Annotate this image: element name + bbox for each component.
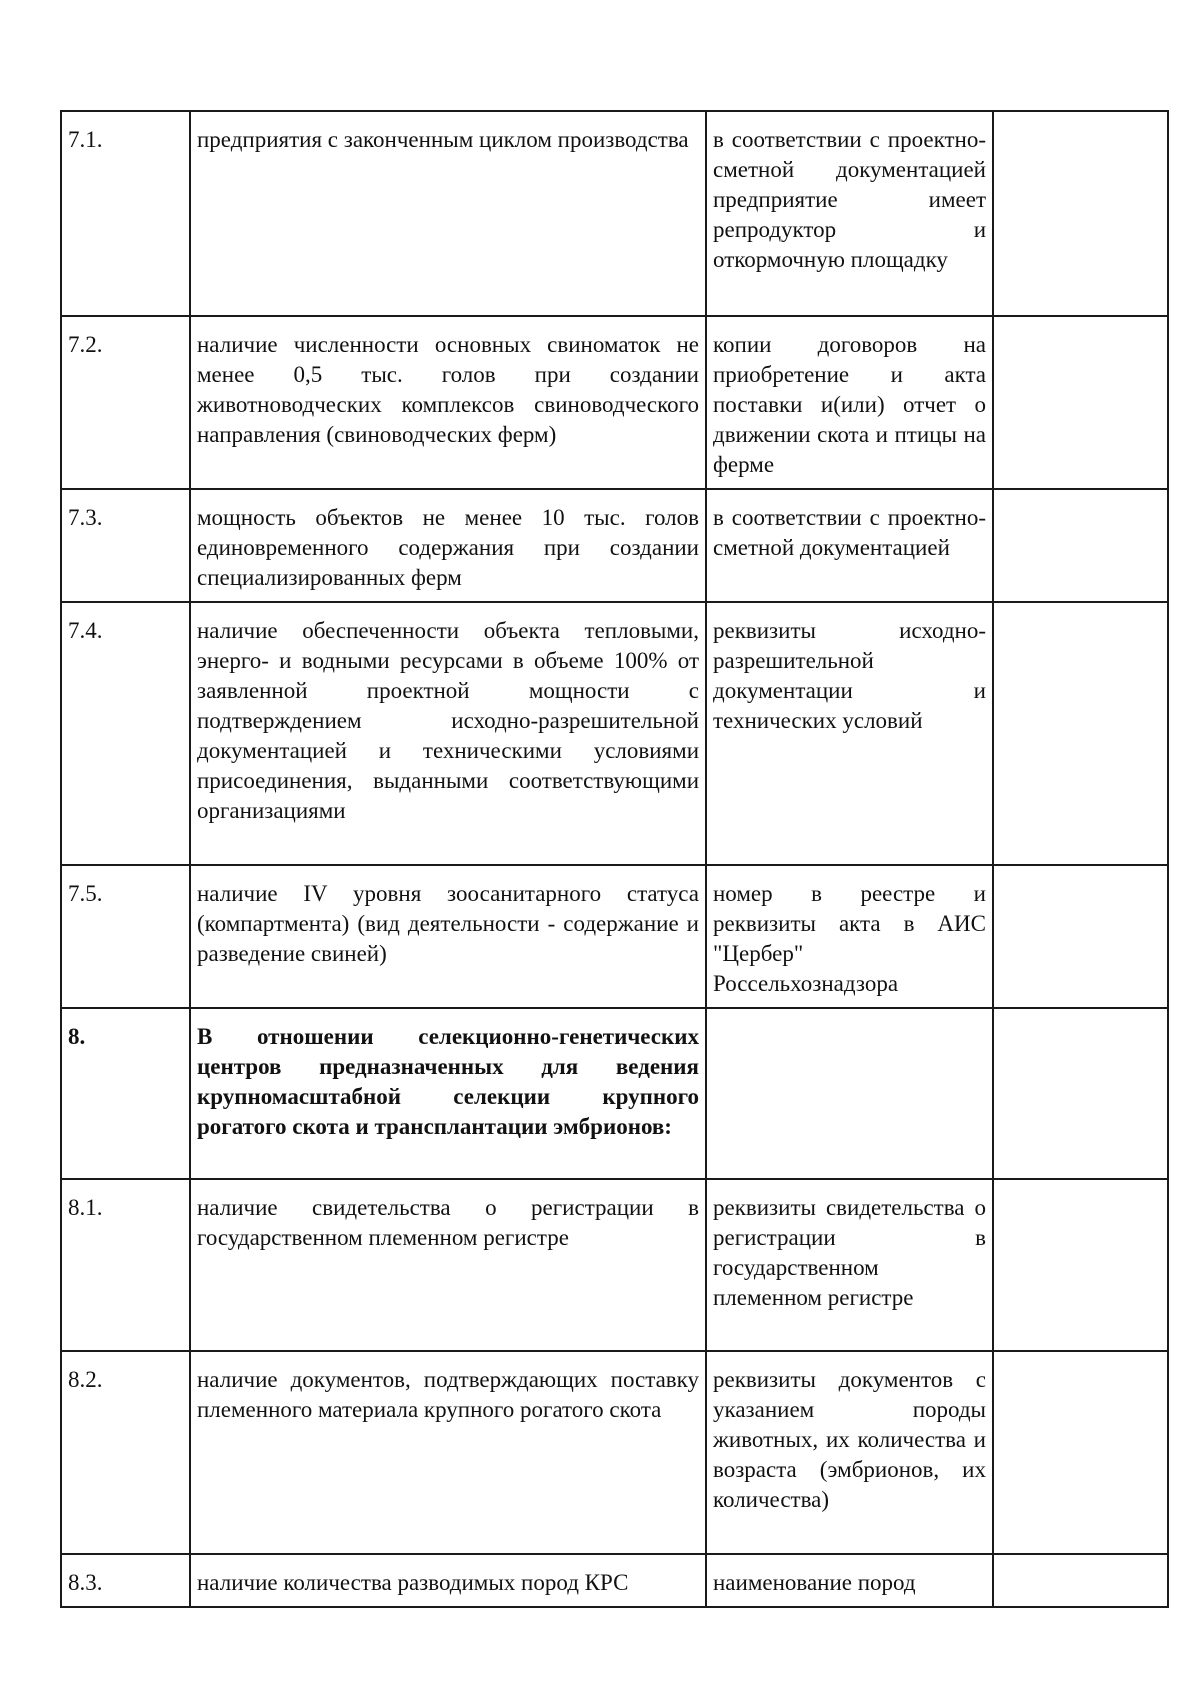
- requirement-text: наличие документов, подтверждающих поставку племенного материала крупного рогатого скота: [190, 1351, 706, 1554]
- section-title: В отношении селекционно-генетических центров предназначенных для ведения крупномасштабной селекции крупного рогатого скота и трансплантации эмбрионов:: [190, 1008, 706, 1179]
- row-number: 7.5.: [61, 865, 190, 1008]
- empty-cell: [993, 865, 1168, 1008]
- supporting-documents: [706, 1008, 993, 1179]
- table-row: [61, 602, 1168, 865]
- supporting-documents: реквизиты свидетельства о регистрации в государственном племенном регистре: [706, 1179, 993, 1351]
- row-number: 7.3.: [61, 489, 190, 602]
- row-number: 8.1.: [61, 1179, 190, 1351]
- supporting-documents: номер в реестре и реквизиты акта в АИС "Цербер" Россельхознадзора: [706, 865, 993, 1008]
- empty-cell: [993, 111, 1168, 316]
- table-row: [61, 865, 1168, 1008]
- supporting-documents: наименование пород: [706, 1554, 993, 1607]
- requirement-text: наличие обеспеченности объекта тепловыми, энерго- и водными ресурсами в объеме 100% от заявленной проектной мощности с подтверждением исходно-разрешительной документацией и техническими условиями присоединения, выданными соответствующими организациями: [190, 602, 706, 865]
- supporting-documents: реквизиты документов с указанием породы животных, их количества и возраста (эмбрионов, их количества): [706, 1351, 993, 1554]
- section-number: 8.: [61, 1008, 190, 1179]
- empty-cell: [993, 1554, 1168, 1607]
- table-row: [61, 489, 1168, 602]
- row-number: 7.4.: [61, 602, 190, 865]
- table-row: [61, 1179, 1168, 1351]
- row-number: 7.2.: [61, 316, 190, 489]
- requirement-text: наличие численности основных свиноматок не менее 0,5 тыс. голов при создании животноводческих комплексов свиноводческого направления (свиноводческих ферм): [190, 316, 706, 489]
- supporting-documents: в соответствии с проектно-сметной документацией: [706, 489, 993, 602]
- empty-cell: [993, 1179, 1168, 1351]
- empty-cell: [993, 489, 1168, 602]
- requirement-text: мощность объектов не менее 10 тыс. голов единовременного содержания при создании специализированных ферм: [190, 489, 706, 602]
- row-number: 8.2.: [61, 1351, 190, 1554]
- empty-cell: [993, 1351, 1168, 1554]
- requirement-text: наличие IV уровня зоосанитарного статуса (компартмента) (вид деятельности - содержание и разведение свиней): [190, 865, 706, 1008]
- row-number: 8.3.: [61, 1554, 190, 1607]
- empty-cell: [993, 316, 1168, 489]
- section-header-row: [61, 1008, 1168, 1179]
- table-row: [61, 1351, 1168, 1554]
- empty-cell: [993, 1008, 1168, 1179]
- supporting-documents: копии договоров на приобретение и акта поставки и(или) отчет о движении скота и птицы на ферме: [706, 316, 993, 489]
- requirement-text: наличие свидетельства о регистрации в государственном племенном регистре: [190, 1179, 706, 1351]
- supporting-documents: в соответствии с проектно-сметной документацией предприятие имеет репродуктор и откормочную площадку: [706, 111, 993, 316]
- table-row: [61, 1554, 1168, 1607]
- supporting-documents: реквизиты исходно-разрешительной документации и технических условий: [706, 602, 993, 865]
- row-number: 7.1.: [61, 111, 190, 316]
- table-row: [61, 111, 1168, 316]
- empty-cell: [993, 602, 1168, 865]
- table-row: [61, 316, 1168, 489]
- requirements-table: [60, 110, 1169, 1608]
- requirement-text: наличие количества разводимых пород КРС: [190, 1554, 706, 1607]
- requirement-text: предприятия с законченным циклом производства: [190, 111, 706, 316]
